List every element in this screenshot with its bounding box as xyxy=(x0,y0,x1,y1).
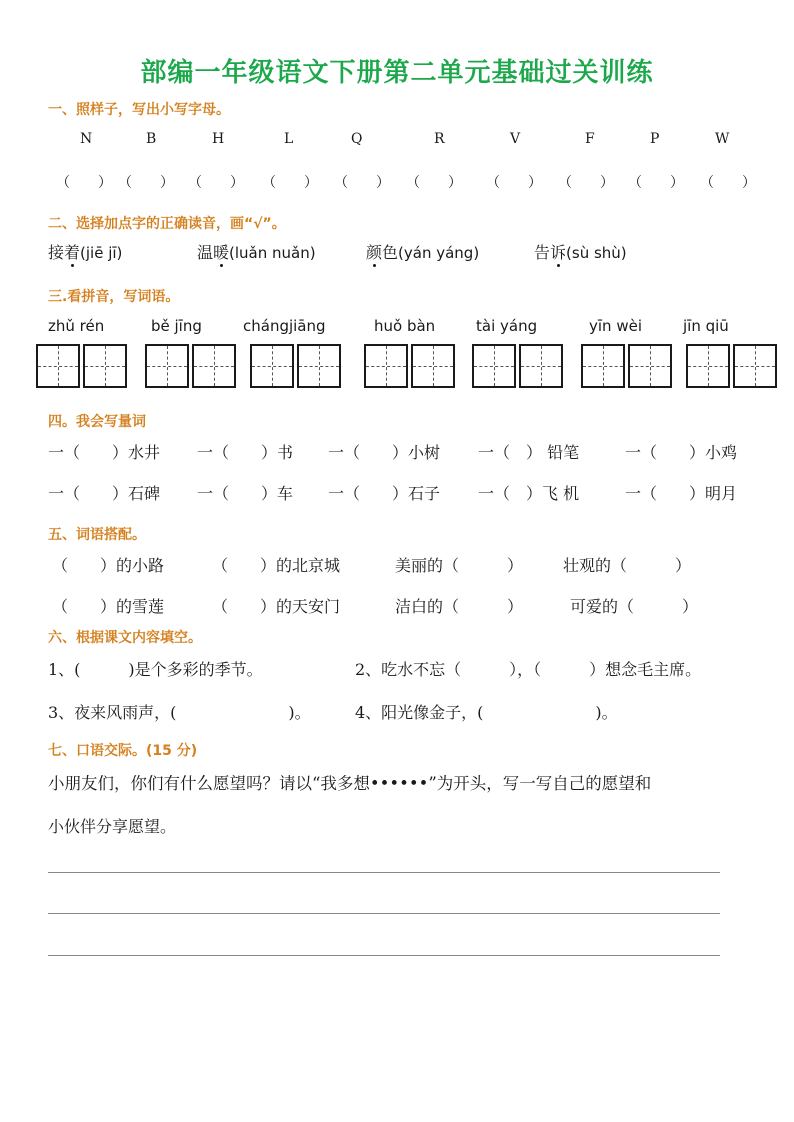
measure-word-item: 一（ ）小树 xyxy=(328,443,441,462)
item-pre: 告 xyxy=(534,243,551,262)
measure-word-item: 一（ ） 铅笔 xyxy=(478,443,580,462)
measure-word-item: 一（ ）小鸡 xyxy=(625,443,738,462)
fill-blank-2: 2、吃水不忘（ ），（ ）想念毛主席。 xyxy=(355,660,702,679)
item-pre: 温 xyxy=(197,243,214,262)
answer-paren[interactable]: （ ） xyxy=(628,175,684,191)
writing-grid-box[interactable] xyxy=(250,344,294,388)
section-4-heading: 四。我会写量词 xyxy=(48,414,146,430)
writing-grid-box[interactable] xyxy=(472,344,516,388)
writing-grid-box[interactable] xyxy=(297,344,341,388)
fill-blank-1: 1、( )是个多彩的季节。 xyxy=(48,660,263,679)
word-pair-item: （ ）的天安门 xyxy=(212,597,341,616)
word-pair-item: （ ）的北京城 xyxy=(212,556,341,575)
uppercase-letter: P xyxy=(650,131,660,147)
section-3-heading: 三.看拼音，写词语。 xyxy=(48,289,180,305)
dotted-char: 颜 xyxy=(366,240,382,263)
pinyin-choices: (yán yáng) xyxy=(398,244,480,262)
uppercase-letter: R xyxy=(434,131,445,147)
writing-grid-box[interactable] xyxy=(628,344,672,388)
uppercase-letter: L xyxy=(284,131,294,147)
reading-item-1 xyxy=(48,240,122,263)
writing-grid-box[interactable] xyxy=(686,344,730,388)
reading-item-3 xyxy=(366,240,479,263)
section-1-heading: 一、照样子，写出小写字母。 xyxy=(48,102,230,118)
prompt-line-1: 小朋友们，你们有什么愿望吗？请以“我多想••••••”为开头，写一写自己的愿望和 xyxy=(48,774,652,793)
dotted-char: 暖 xyxy=(213,240,229,263)
measure-word-item: 一（ ）飞 机 xyxy=(478,484,580,503)
uppercase-letter: N xyxy=(80,131,93,147)
writing-grid-box[interactable] xyxy=(411,344,455,388)
page-title: 部编一年级语文下册第二单元基础过关训练 xyxy=(140,58,654,88)
measure-word-item: 一（ ）书 xyxy=(197,443,294,462)
word-pair-item: 美丽的（ ） xyxy=(395,556,524,575)
pinyin-6: yīn wèi xyxy=(589,317,642,335)
writing-grid-box[interactable] xyxy=(364,344,408,388)
uppercase-letter: B xyxy=(146,131,157,147)
answer-line[interactable] xyxy=(48,913,720,914)
dotted-char: 着 xyxy=(64,240,80,263)
fill-blank-3: 3、夜来风雨声，( )。 xyxy=(48,703,311,722)
answer-paren[interactable]: （ ） xyxy=(56,175,112,191)
uppercase-letter: H xyxy=(212,131,225,147)
word-pair-item: 可爱的（ ） xyxy=(570,597,699,616)
word-pair-item: （ ）的雪莲 xyxy=(52,597,165,616)
answer-paren[interactable]: （ ） xyxy=(118,175,174,191)
answer-paren[interactable]: （ ） xyxy=(558,175,614,191)
reading-item-4 xyxy=(534,240,627,263)
writing-grid-box[interactable] xyxy=(192,344,236,388)
answer-paren[interactable]: （ ） xyxy=(406,175,462,191)
word-pair-item: （ ）的小路 xyxy=(52,556,165,575)
answer-paren[interactable]: （ ） xyxy=(486,175,542,191)
pinyin-4: huǒ bàn xyxy=(374,317,436,335)
writing-grid-box[interactable] xyxy=(519,344,563,388)
answer-line[interactable] xyxy=(48,955,720,956)
item-pre: 接 xyxy=(48,243,65,262)
pinyin-5: tài yáng xyxy=(476,317,538,335)
pinyin-choices: (jiē jī) xyxy=(80,244,123,262)
answer-paren[interactable]: （ ） xyxy=(334,175,390,191)
measure-word-item: 一（ ）明月 xyxy=(625,484,738,503)
answer-line[interactable] xyxy=(48,872,720,873)
measure-word-item: 一（ ）车 xyxy=(197,484,294,503)
measure-word-item: 一（ ）石碑 xyxy=(48,484,161,503)
measure-word-item: 一（ ）石子 xyxy=(328,484,441,503)
writing-grid-box[interactable] xyxy=(581,344,625,388)
pinyin-1: zhǔ rén xyxy=(48,317,105,335)
dotted-char: 诉 xyxy=(550,240,566,263)
pinyin-3: chángjiāng xyxy=(243,317,326,335)
word-pair-item: 壮观的（ ） xyxy=(563,556,692,575)
writing-grid-box[interactable] xyxy=(145,344,189,388)
reading-item-2 xyxy=(197,240,316,263)
section-6-heading: 六、根据课文内容填空。 xyxy=(48,630,202,646)
answer-paren[interactable]: （ ） xyxy=(262,175,318,191)
fill-blank-4: 4、阳光像金子，( )。 xyxy=(355,703,618,722)
writing-grid-box[interactable] xyxy=(733,344,777,388)
uppercase-letter: F xyxy=(585,131,595,147)
uppercase-letter: V xyxy=(510,131,521,147)
answer-paren[interactable]: （ ） xyxy=(700,175,756,191)
word-pair-item: 洁白的（ ） xyxy=(395,597,524,616)
answer-paren[interactable]: （ ） xyxy=(188,175,244,191)
item-post: 色 xyxy=(382,243,399,262)
uppercase-letter: Q xyxy=(351,131,363,147)
pinyin-choices: (sù shù) xyxy=(566,244,627,262)
prompt-line-2: 小伙伴分享愿望。 xyxy=(48,817,177,836)
uppercase-letter: W xyxy=(715,131,730,147)
writing-grid-box[interactable] xyxy=(83,344,127,388)
pinyin-7: jīn qiū xyxy=(683,317,729,335)
section-2-heading: 二、选择加点字的正确读音，画“√”。 xyxy=(48,216,286,232)
writing-grid-box[interactable] xyxy=(36,344,80,388)
section-7-heading: 七、口语交际。(15 分) xyxy=(48,743,198,759)
section-5-heading: 五、词语搭配。 xyxy=(48,527,146,543)
measure-word-item: 一（ ）水井 xyxy=(48,443,161,462)
pinyin-2: bě jīng xyxy=(151,317,202,335)
pinyin-choices: (luǎn nuǎn) xyxy=(229,244,316,262)
